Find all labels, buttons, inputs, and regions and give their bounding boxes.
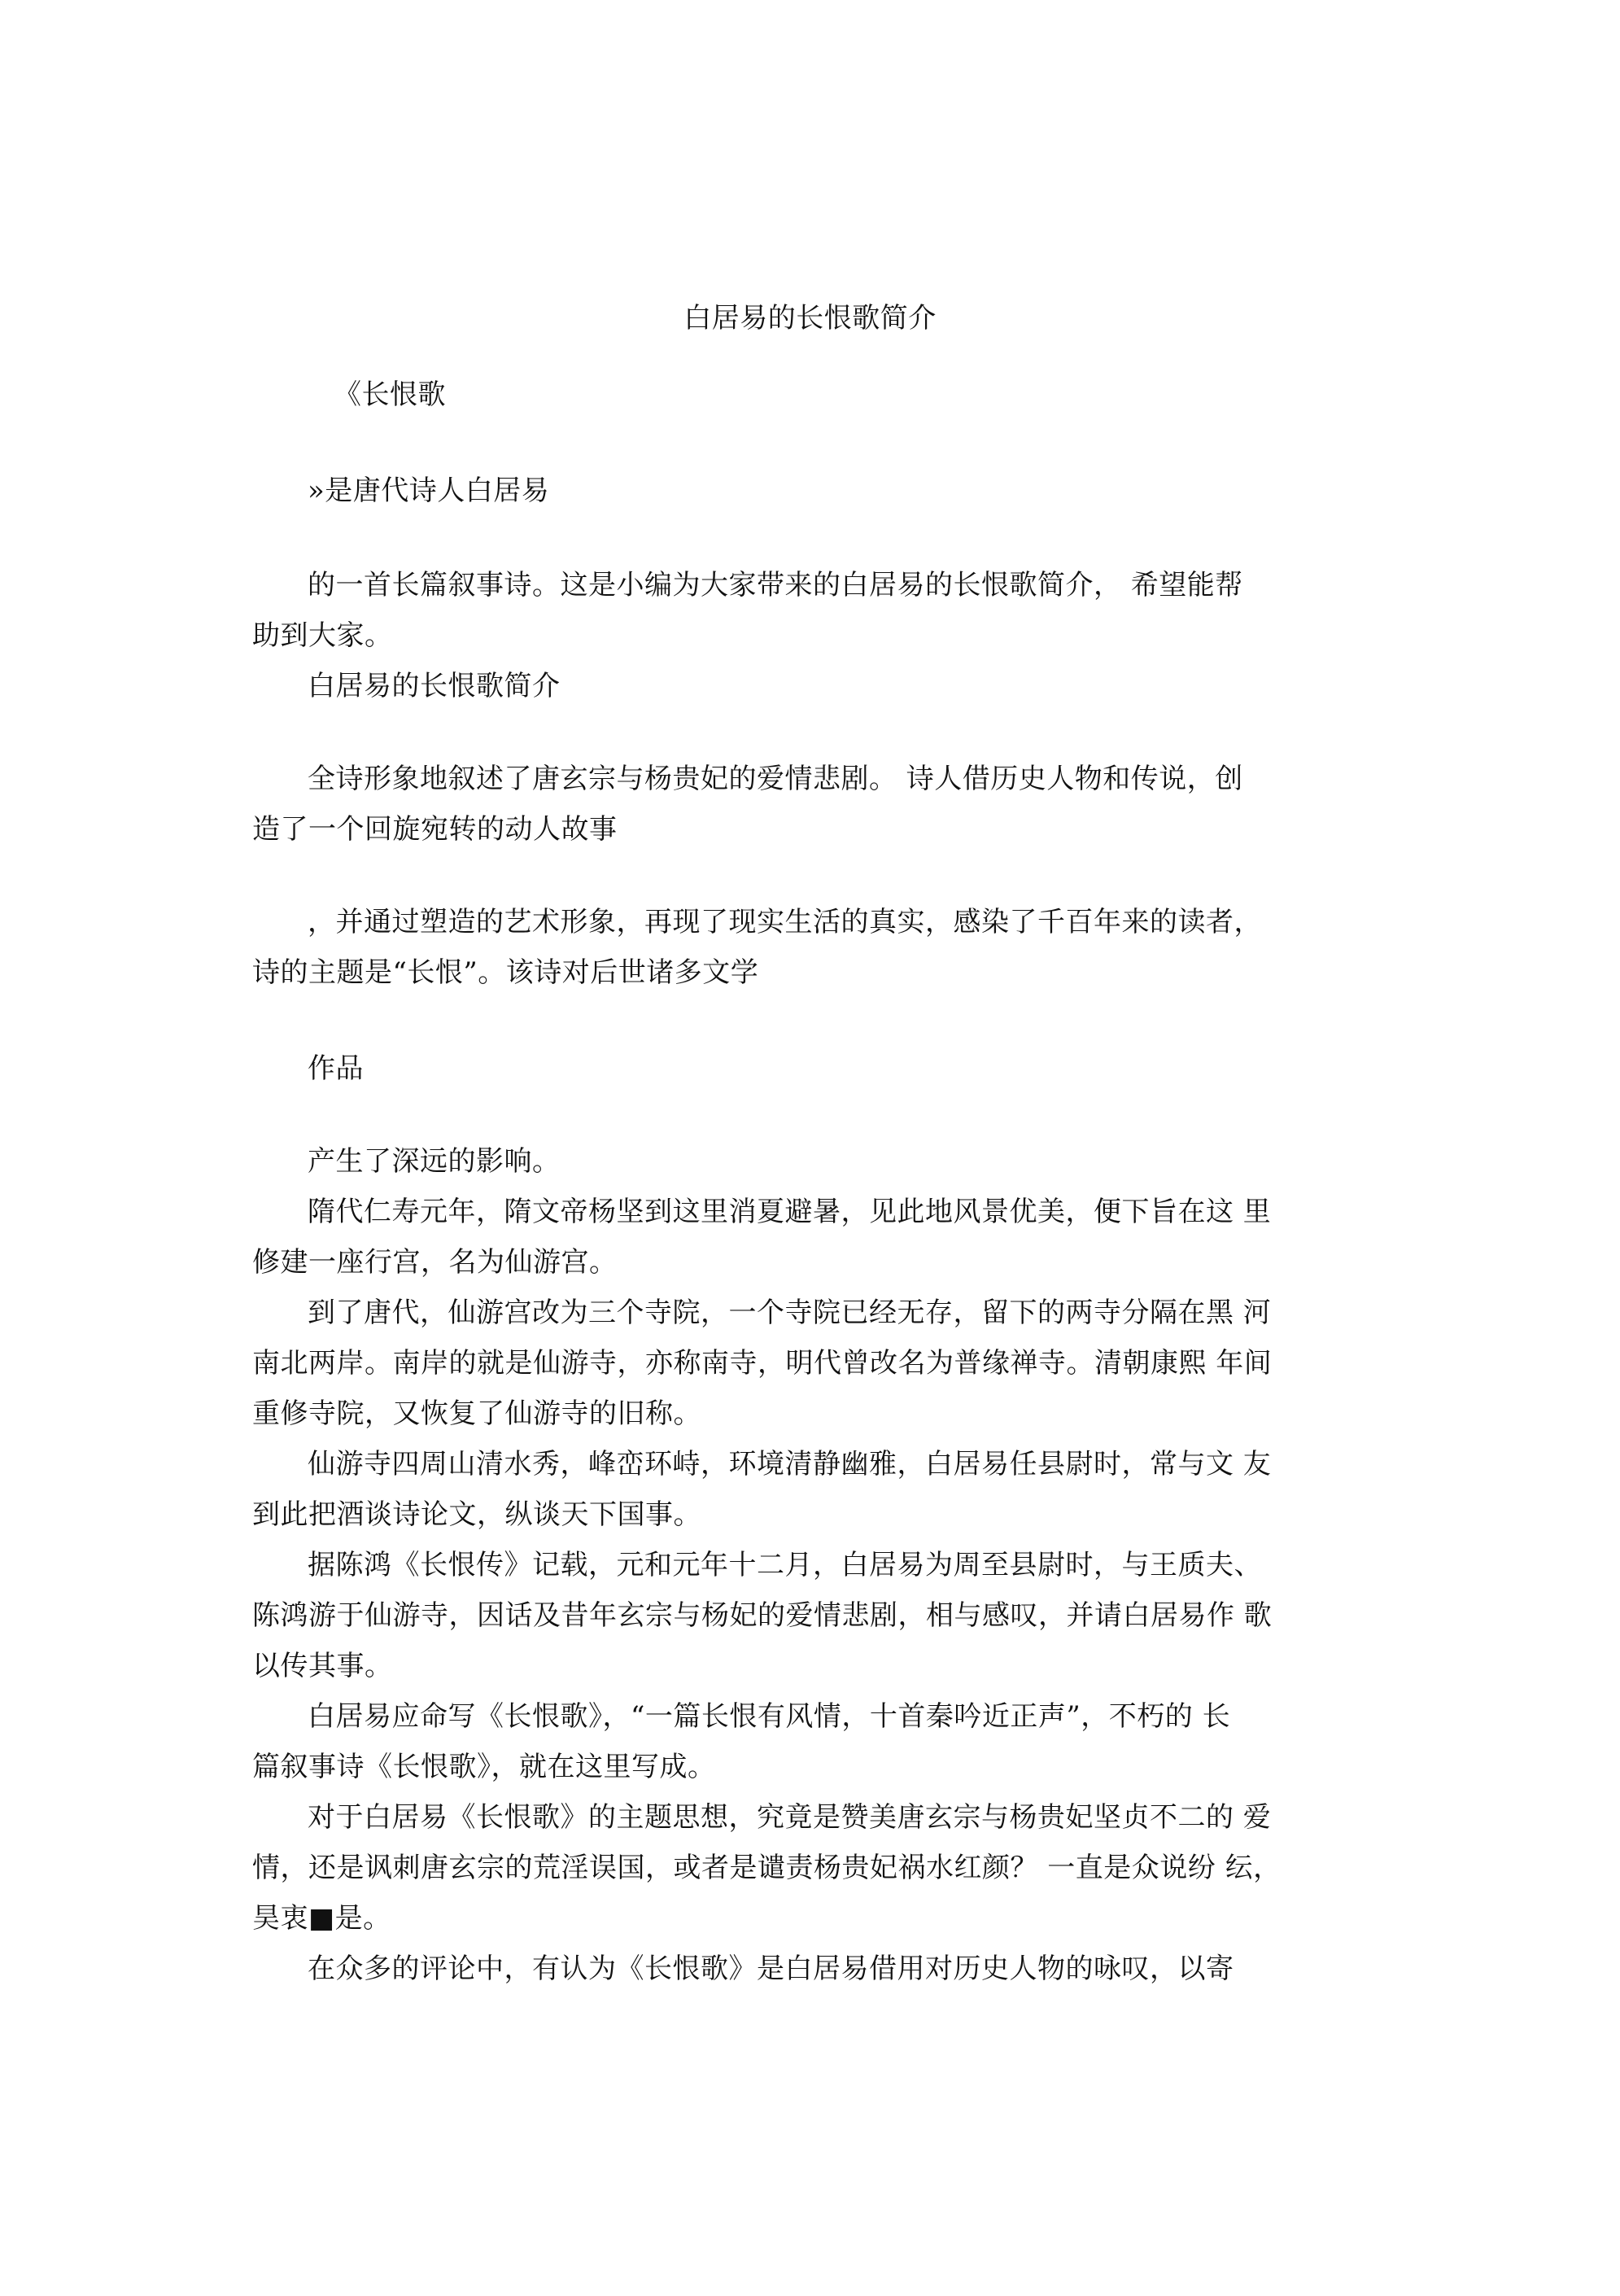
paragraph-line: 产生了深远的影响。 xyxy=(308,1145,561,1178)
paragraph-line: 全诗形象地叙述了唐玄宗与杨贵妃的爱情悲剧。 诗人借历史人物和传说，创 xyxy=(308,763,1243,795)
paragraph-line: 造了一个回旋宛转的动人故事 xyxy=(252,813,618,846)
paragraph-line: 据陈鸿《长恨传》记载，元和元年十二月，白居易为周至县尉时，与王质夫、 xyxy=(308,1549,1262,1581)
paragraph-line: 南北两岸。南岸的就是仙游寺，亦称南寺，明代曾改名为普缘禅寺。清朝康熙 年间 xyxy=(252,1347,1273,1380)
paragraph-line: 篇叙事诗《长恨歌》，就在这里写成。 xyxy=(252,1751,716,1783)
paragraph-line: 修建一座行宫，名为仙游宫。 xyxy=(252,1246,618,1279)
paragraph-line: 到了唐代，仙游宫改为三个寺院，一个寺院已经无存，留下的两寺分隔在黑 河 xyxy=(308,1297,1272,1329)
paragraph-line: 白居易的长恨歌简介 xyxy=(308,670,561,702)
paragraph-line: 以传其事。 xyxy=(252,1650,393,1682)
paragraph-line: 诗的主题是“长恨”。该诗对后世诸多文学 xyxy=(252,956,759,989)
paragraph-line: 对于白居易《长恨歌》的主题思想，究竟是赞美唐玄宗与杨贵妃坚贞不二的 爱 xyxy=(308,1801,1272,1834)
paragraph-line: 陈鸿游于仙游寺，因话及昔年玄宗与杨妃的爱情悲剧，相与感叹，并请白居易作 歌 xyxy=(252,1599,1273,1632)
paragraph-line: 作品 xyxy=(308,1052,364,1085)
paragraph-line: 《长恨歌 xyxy=(334,378,446,411)
paragraph-line: 到此把酒谈诗论文，纵谈天下国事。 xyxy=(252,1498,701,1531)
paragraph-line: 隋代仁寿元年，隋文帝杨坚到这里消夏避暑，见此地风景优美，便下旨在这 里 xyxy=(308,1196,1272,1228)
paragraph-line: ，并通过塑造的艺术形象，再现了现实生活的真实，感染了千百年来的读者， xyxy=(308,906,1262,938)
paragraph-line: 重修寺院，又恢复了仙游寺的旧称。 xyxy=(252,1397,701,1430)
paragraph-line: 在众多的评论中，有认为《长恨歌》是白居易借用对历史人物的咏叹，以寄 xyxy=(308,1953,1234,1985)
paragraph-line: 情，还是讽刺唐玄宗的荒淫误国，或者是谴责杨贵妃祸水红颜？ 一直是众说纷 纭， xyxy=(252,1852,1282,1884)
paragraph-line: 白居易应命写《长恨歌》，“一篇长恨有风情，十首秦吟近正声”，不朽的 长 xyxy=(308,1700,1231,1733)
document-title: 白居易的长恨歌简介 xyxy=(683,302,937,335)
paragraph-line: »是唐代诗人白居易 xyxy=(308,475,550,507)
paragraph-line: 助到大家。 xyxy=(252,619,393,652)
paragraph-line: 仙游寺四周山清水秀，峰峦环峙，环境清静幽雅，白居易任县尉时，常与文 友 xyxy=(308,1448,1272,1480)
paragraph-line: 昊衷■是。 xyxy=(252,1902,391,1935)
paragraph-line: 的一首长篇叙事诗。这是小编为大家带来的白居易的长恨歌简介， 希望能帮 xyxy=(308,569,1243,601)
